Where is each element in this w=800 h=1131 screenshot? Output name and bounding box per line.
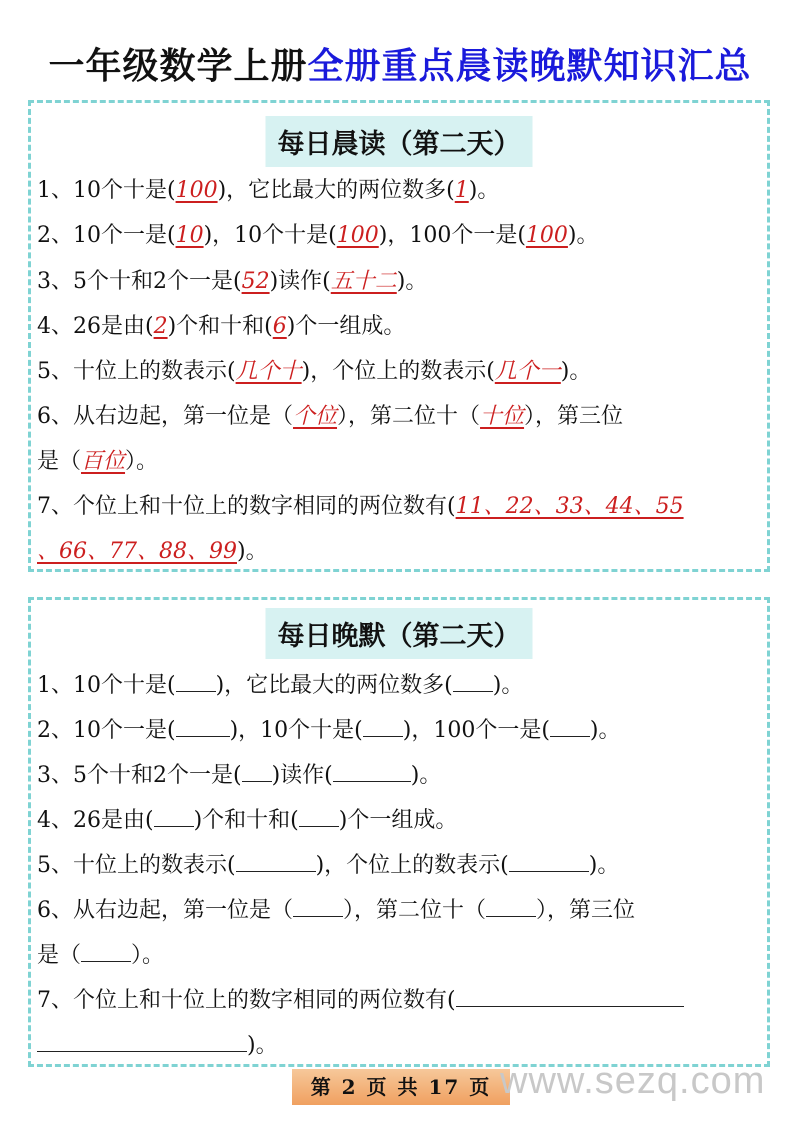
evening-line-5: 5、十位上的数表示( )，个位上的数表示( )。 <box>37 853 620 878</box>
answer: 百位 <box>81 449 126 474</box>
answer: 、66、77、88、99 <box>37 539 237 564</box>
answer: 十位 <box>480 404 525 429</box>
answer: 几个十 <box>235 359 302 384</box>
evening-dictation-box <box>28 597 770 1067</box>
page-title <box>0 38 800 89</box>
answer-blank <box>456 986 684 1007</box>
answer: 100 <box>336 223 379 248</box>
answer-blank <box>486 896 536 917</box>
answer: 2 <box>153 314 168 339</box>
morning-line-6b: 是（百位）。 <box>37 449 159 474</box>
morning-reading-box <box>28 100 770 572</box>
answer-blank <box>299 806 339 827</box>
evening-line-7b: )。 <box>37 1028 278 1059</box>
answer: 1 <box>454 178 469 203</box>
title-part1: 一年级数学上册 <box>48 46 308 87</box>
answer-blank <box>363 716 403 737</box>
watermark: www.sezq.com <box>500 1060 766 1102</box>
answer-blank <box>154 806 194 827</box>
answer: 100 <box>175 178 218 203</box>
morning-line-7b: 、66、77、88、99)。 <box>37 539 268 564</box>
answer: 10 <box>175 223 204 248</box>
answer-blank <box>453 671 493 692</box>
evening-line-3: 3、5个十和2个一是( )读作( )。 <box>37 763 442 788</box>
morning-line-2: 2、10个一是(10)，10个十是(100)，100个一是(100)。 <box>37 223 599 248</box>
answer-blank <box>509 851 589 872</box>
evening-heading: 每日晚默（第二天） <box>266 608 533 659</box>
answer: 100 <box>525 223 568 248</box>
answer-blank <box>81 941 131 962</box>
answer: 11、22、33、44、55 <box>455 494 684 519</box>
morning-line-5: 5、十位上的数表示(几个十)，个位上的数表示(几个一)。 <box>37 359 592 384</box>
morning-line-6: 6、从右边起，第一位是（个位），第二位十（十位），第三位 <box>37 404 624 429</box>
answer-blank <box>176 716 230 737</box>
answer: 52 <box>241 269 270 294</box>
page-number: 第 2 页 共 17 页 <box>292 1069 510 1105</box>
answer: 五十二 <box>330 269 397 294</box>
answer-blank <box>176 671 216 692</box>
morning-line-7: 7、个位上和十位上的数字相同的两位数有(11、22、33、44、55 <box>37 494 684 519</box>
morning-heading: 每日晨读（第二天） <box>266 116 533 167</box>
evening-line-6: 6、从右边起，第一位是（ ），第二位十（ ），第三位 <box>37 898 636 923</box>
morning-line-3: 3、5个十和2个一是(52)读作(五十二)。 <box>37 269 428 294</box>
answer-blank <box>293 896 343 917</box>
morning-line-1: 1、10个十是(100)，它比最大的两位数多(1)。 <box>37 178 500 203</box>
evening-line-1: 1、10个十是( )，它比最大的两位数多( )。 <box>37 673 524 698</box>
evening-line-2: 2、10个一是( )，10个十是( )，100个一是( )。 <box>37 718 621 743</box>
morning-line-4: 4、26是由(2)个和十和(6)个一组成。 <box>37 314 406 339</box>
answer: 6 <box>272 314 287 339</box>
evening-line-4: 4、26是由( )个和十和( )个一组成。 <box>37 808 458 833</box>
answer-blank <box>333 761 411 782</box>
answer: 个位 <box>293 404 338 429</box>
answer: 几个一 <box>494 359 561 384</box>
answer-blank <box>242 761 272 782</box>
answer-blank <box>37 1031 247 1052</box>
evening-line-6b: 是（ ）。 <box>37 943 165 968</box>
answer-blank <box>550 716 590 737</box>
evening-line-7: 7、个位上和十位上的数字相同的两位数有( <box>37 983 684 1014</box>
answer-blank <box>236 851 316 872</box>
title-part2: 全册重点晨读晚默知识汇总 <box>307 46 752 87</box>
